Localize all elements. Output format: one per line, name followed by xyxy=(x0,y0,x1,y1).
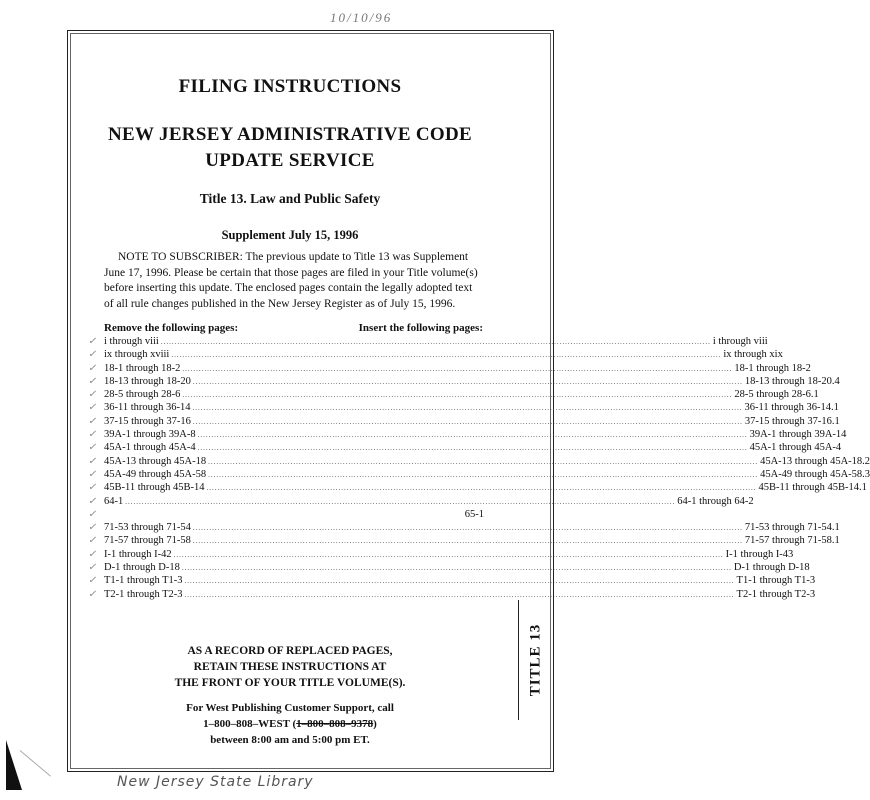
dot-leader: ........................................................................................................................................................................................................ xyxy=(173,550,724,559)
dot-leader: ........................................................................................................................................................................................................ xyxy=(206,484,757,493)
dot-leader: ........................................................................................................................................................................................................ xyxy=(197,444,748,453)
retain-instructions xyxy=(70,643,510,691)
page-list-row xyxy=(88,388,819,401)
insert-pages: 71-53 through 71-54.1 xyxy=(744,522,840,534)
page-list-row xyxy=(88,362,811,375)
remove-pages: 64-1 xyxy=(104,495,124,507)
page-list-row xyxy=(88,375,840,388)
page-title: FILING INSTRUCTIONS xyxy=(178,76,402,97)
check-mark-icon: ✓ xyxy=(88,389,97,401)
check-mark-icon: ✓ xyxy=(88,548,97,560)
dot-leader: ........................................................................................................................................................................................................ xyxy=(184,590,735,599)
remove-pages: 71-57 through 71-58 xyxy=(104,535,191,547)
page-list xyxy=(88,335,870,601)
remove-pages: 45B-11 through 45B-14 xyxy=(104,482,205,494)
dot-leader: ........................................................................................................................................................................................................ xyxy=(192,524,743,533)
page-list-row xyxy=(88,335,768,348)
insert-pages: 28-5 through 28-6.1 xyxy=(734,389,819,401)
retain-line-1: AS A RECORD OF REPLACED PAGES, xyxy=(187,645,393,657)
dot-leader: ........................................................................................................................................................................................................ xyxy=(160,338,711,346)
insert-pages: 45A-13 through 45A-18.2 xyxy=(760,455,870,467)
dot-leader: ........................................................................................................................................................................................................ xyxy=(182,364,733,373)
library-stamp: New Jersey State Library xyxy=(117,774,314,790)
insert-pages: 36-11 through 36-14.1 xyxy=(744,402,839,414)
check-mark-icon: ✓ xyxy=(88,535,97,547)
remove-pages: ix through xviii xyxy=(104,349,170,361)
page-list-row xyxy=(88,508,484,521)
insert-pages: 45B-11 through 45B-14.1 xyxy=(758,482,867,494)
scan-corner-mark xyxy=(6,740,22,790)
insert-pages: 71-57 through 71-58.1 xyxy=(744,535,840,547)
remove-pages: 45A-13 through 45A-18 xyxy=(104,455,207,467)
check-mark-icon: ✓ xyxy=(88,508,97,520)
remove-column-header: Remove the following pages: xyxy=(104,322,239,334)
page-list-row xyxy=(88,574,816,587)
remove-pages: 18-1 through 18-2 xyxy=(104,362,181,374)
dot-leader: ........................................................................................................................................................................................................ xyxy=(181,564,732,573)
side-tab xyxy=(518,600,554,720)
title-line: Title 13. Law and Public Safety xyxy=(199,191,381,206)
remove-pages: 28-5 through 28-6 xyxy=(104,389,181,401)
check-mark-icon: ✓ xyxy=(88,375,97,387)
check-mark-icon: ✓ xyxy=(88,495,97,507)
check-mark-icon: ✓ xyxy=(88,575,97,587)
check-mark-icon: ✓ xyxy=(88,362,97,374)
insert-pages: ix through xix xyxy=(723,349,783,361)
dot-leader: ........................................................................................................................................................................................................ xyxy=(192,537,743,546)
remove-pages: D-1 through D-18 xyxy=(104,562,180,574)
page-list-row xyxy=(88,481,867,494)
insert-pages: 65-1 xyxy=(464,508,484,520)
check-mark-icon: ✓ xyxy=(88,588,97,600)
page-list-row xyxy=(88,441,842,454)
page-list-row xyxy=(88,495,754,508)
support-hours: between 8:00 am and 5:00 pm ET. xyxy=(210,734,370,746)
dot-leader: ........................................................................................................................................................................................................ xyxy=(208,470,759,479)
check-mark-icon: ✓ xyxy=(88,522,97,534)
dot-leader: ........................................................................................................................................................................................................ xyxy=(182,391,733,400)
remove-pages: 45A-49 through 45A-58 xyxy=(104,468,207,480)
remove-pages: i through viii xyxy=(104,336,159,347)
check-mark-icon: ✓ xyxy=(88,336,97,347)
support-line-1: For West Publishing Customer Support, call xyxy=(186,702,394,714)
support-phone-close: ) xyxy=(373,718,377,730)
check-mark-icon: ✓ xyxy=(88,562,97,574)
remove-pages: 45A-1 through 45A-4 xyxy=(104,442,196,454)
dot-leader: ........................................................................................................................................................................................................ xyxy=(208,457,759,466)
dot-leader: ........................................................................................................................................................................................................ xyxy=(197,431,748,440)
dot-leader: ........................................................................................................................................................................................................ xyxy=(125,497,676,506)
insert-pages: I-1 through I-43 xyxy=(725,548,794,560)
remove-pages: T2-1 through T2-3 xyxy=(104,588,183,600)
check-mark-icon: ✓ xyxy=(88,402,97,414)
retain-line-2: RETAIN THESE INSTRUCTIONS AT xyxy=(193,661,387,673)
insert-pages: 37-15 through 37-16.1 xyxy=(744,415,840,427)
page-list-row xyxy=(88,401,839,414)
insert-pages: 45A-49 through 45A-58.3 xyxy=(760,468,870,480)
check-mark-icon: ✓ xyxy=(88,455,97,467)
insert-pages: 45A-1 through 45A-4 xyxy=(749,442,842,454)
page-list-row xyxy=(88,548,794,561)
check-mark-icon: ✓ xyxy=(88,415,97,427)
page-list-row xyxy=(88,468,870,481)
remove-pages: 37-15 through 37-16 xyxy=(104,415,191,427)
dot-leader: ........................................................................................................................................................................................................ xyxy=(184,577,735,586)
subheading-line-1: NEW JERSEY ADMINISTRATIVE CODE xyxy=(108,124,472,145)
insert-pages: D-1 through D-18 xyxy=(733,562,810,574)
page-list-row xyxy=(88,588,816,601)
page-list-row xyxy=(88,428,847,441)
page-list-row xyxy=(88,348,783,361)
scan-corner-line xyxy=(20,750,51,776)
remove-pages: 18-13 through 18-20 xyxy=(104,375,191,387)
insert-pages: 18-1 through 18-2 xyxy=(734,362,811,374)
check-mark-icon: ✓ xyxy=(88,468,97,480)
remove-pages: 71-53 through 71-54 xyxy=(104,522,191,534)
dot-leader: ........................................................................................................................................................................................................ xyxy=(192,377,743,386)
check-mark-icon: ✓ xyxy=(88,429,97,441)
side-tab-label: TITLE 13 xyxy=(527,623,544,697)
check-mark-icon: ✓ xyxy=(88,442,97,454)
insert-pages: 39A-1 through 39A-14 xyxy=(749,429,847,441)
page-list-row xyxy=(88,521,840,534)
handwritten-scan-mark: 10/10/96 xyxy=(330,10,393,25)
page-list-row xyxy=(88,534,840,547)
insert-pages: T2-1 through T2-3 xyxy=(736,588,816,600)
insert-pages: 18-13 through 18-20.4 xyxy=(744,375,840,387)
subheading-line-2: UPDATE SERVICE xyxy=(205,150,375,171)
retain-line-3: THE FRONT OF YOUR TITLE VOLUME(S). xyxy=(174,677,406,689)
support-phone-alt: 1–800–808–9378 xyxy=(296,718,374,730)
check-mark-icon: ✓ xyxy=(88,349,97,361)
dot-leader: ........................................................................................................................................................................................................ xyxy=(192,404,743,413)
insert-pages: T1-1 through T1-3 xyxy=(736,575,816,587)
insert-column-header: Insert the following pages: xyxy=(358,322,483,334)
customer-support xyxy=(70,700,510,748)
insert-pages: 64-1 through 64-2 xyxy=(677,495,754,507)
dot-leader: ........................................................................................................................................................................................................ xyxy=(171,351,722,360)
remove-pages: I-1 through I-42 xyxy=(104,548,172,560)
support-phone-primary: 1–800–808–WEST ( xyxy=(203,718,297,730)
supplement-date: Supplement July 15, 1996 xyxy=(221,228,359,242)
page-list-row xyxy=(88,455,870,468)
subscriber-note: NOTE TO SUBSCRIBER: The previous update to Title 13 was Supplement June 17, 1996. Please be certain that those pages are filed in your Title volume(s) before inserting this update. The enclosed pages contain the legally adopted text of all rule changes published in the New Jersey Register as of July 15, 1996. xyxy=(104,251,478,310)
page-list-row xyxy=(88,415,840,428)
side-tab-divider xyxy=(518,600,519,720)
check-mark-icon: ✓ xyxy=(88,482,97,494)
remove-pages: T1-1 through T1-3 xyxy=(104,575,183,587)
insert-pages: i through viii xyxy=(712,336,768,347)
page-list-row xyxy=(88,561,810,574)
remove-pages: 39A-1 through 39A-8 xyxy=(104,429,196,441)
support-phone xyxy=(70,716,510,732)
dot-leader: ........................................................................................................................................................................................................ xyxy=(192,417,743,426)
remove-pages: 36-11 through 36-14 xyxy=(104,402,191,414)
